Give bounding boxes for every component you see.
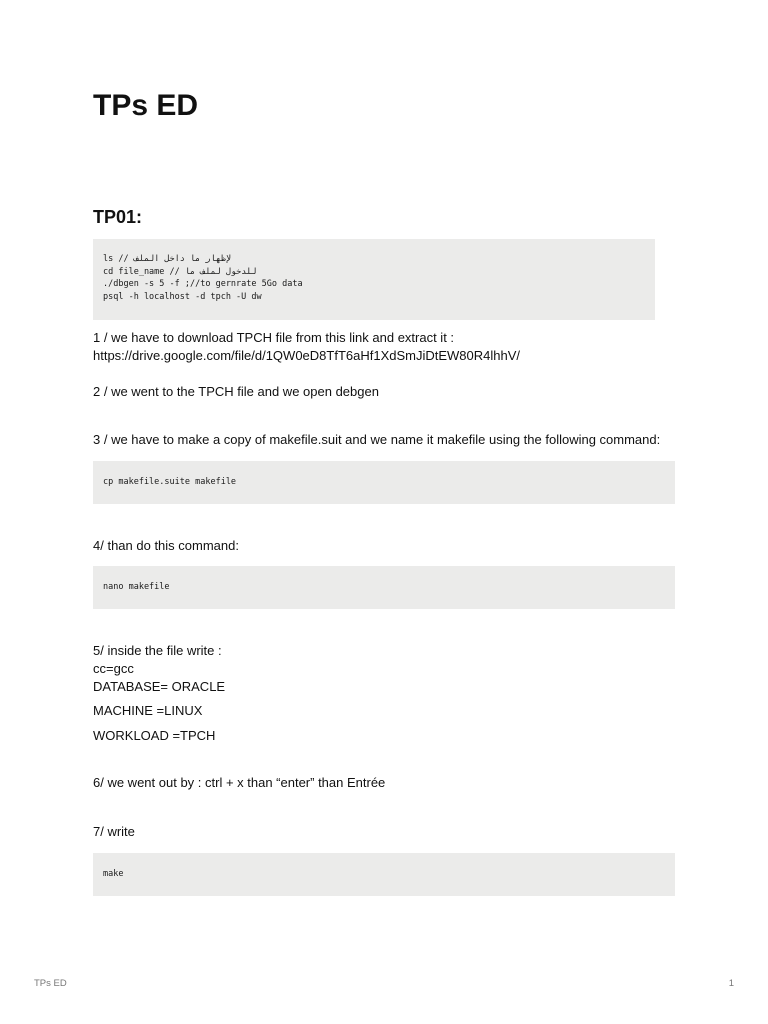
code-line: ./dbgen -s 5 -f ;//to gernrate 5Go data xyxy=(103,279,303,289)
step-3-text: 3 / we have to make a copy of makefile.suit and we name it makefile using the following command: xyxy=(93,432,661,447)
code-block-commands xyxy=(93,239,655,320)
section-title-tp01: TP01: xyxy=(93,207,143,227)
step-7-text: 7/ write xyxy=(93,824,135,839)
page-title: TPs ED xyxy=(93,89,199,122)
code-line: ls // لإظهار ما داخل الملف xyxy=(103,254,231,264)
step-5-workload: WORKLOAD =TPCH xyxy=(93,728,216,743)
step-2-text: 2 / we went to the TPCH file and we open debgen xyxy=(93,384,379,399)
step-5-machine: MACHINE =LINUX xyxy=(93,703,203,718)
code-line: psql -h localhost -d tpch -U dw xyxy=(103,291,262,302)
step-5-database: DATABASE= ORACLE xyxy=(93,679,226,694)
step-5-text: 5/ inside the file write : xyxy=(93,643,222,658)
code-block-copy xyxy=(93,461,675,504)
code-line: cp makefile.suite makefile xyxy=(103,477,237,488)
download-link[interactable]: https://drive.google.com/file/d/1QW0eD8TfT6aHf1XdSmJiDtEW80R4lhhV/ xyxy=(93,348,521,363)
code-block-nano xyxy=(93,566,675,609)
code-block-make xyxy=(93,853,675,896)
page-number: 1 xyxy=(728,978,734,989)
code-line: cd file_name // للدخول لملف ما xyxy=(103,266,257,277)
step-6-text: 6/ we went out by : ctrl + x than “enter” than Entrée xyxy=(93,775,386,790)
code-line: nano makefile xyxy=(103,582,170,593)
code-line: make xyxy=(103,869,124,880)
footer-title: TPs ED xyxy=(34,978,67,989)
step-4-text: 4/ than do this command: xyxy=(93,538,239,553)
step-1-text: 1 / we have to download TPCH file from this link and extract it : xyxy=(93,330,455,345)
step-5-cc: cc=gcc xyxy=(93,661,134,676)
